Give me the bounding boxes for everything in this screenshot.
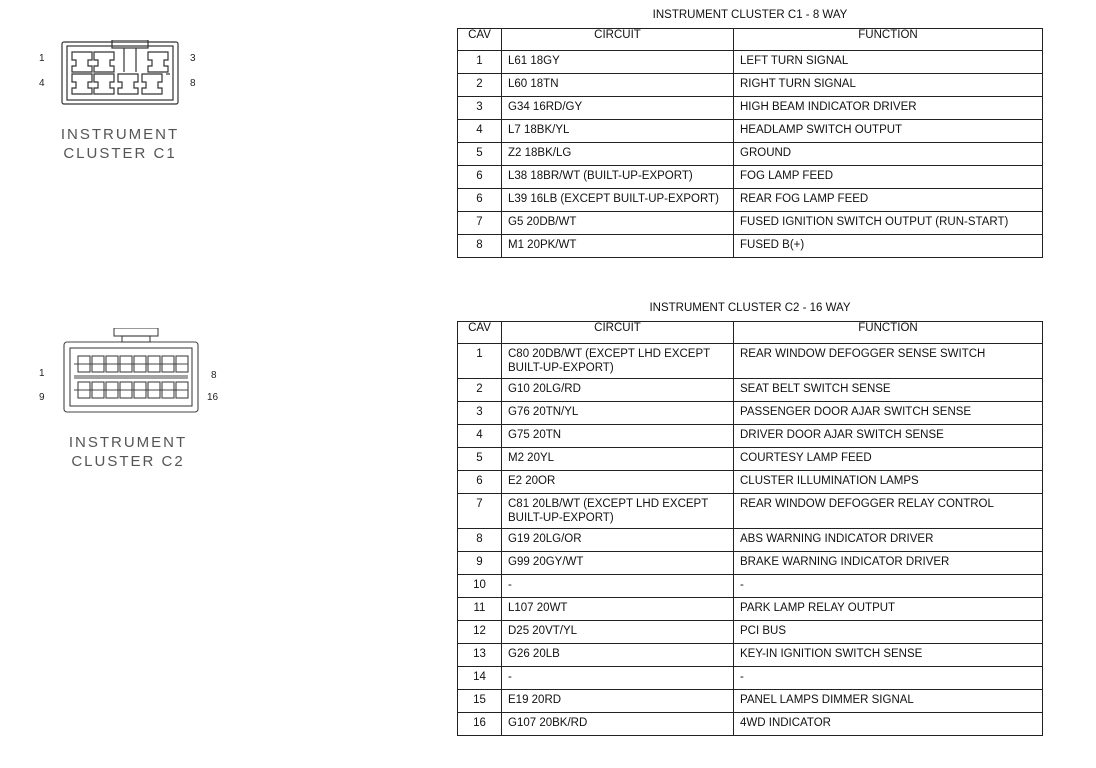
c2-cell-circuit: - [502,667,734,690]
c2-table-row [458,667,1043,690]
c2-table-row [458,690,1043,713]
c1-cell-cav: 2 [458,74,502,97]
c2-cell-circuit: G26 20LB [502,644,734,667]
c2-cell-cav: 1 [458,344,502,379]
c1-pin-label-8: 8 [190,78,196,89]
c1-table-row [458,120,1043,143]
c1-cell-function: HIGH BEAM INDICATOR DRIVER [734,97,1043,120]
c2-cell-cav: 7 [458,494,502,529]
c1-table-row [458,235,1043,258]
c2-cell-cav: 3 [458,402,502,425]
c2-cell-function: PASSENGER DOOR AJAR SWITCH SENSE [734,402,1043,425]
c2-pin-label-16: 16 [207,392,219,403]
connector-c2-drawing [60,328,202,416]
c1-table-title: INSTRUMENT CLUSTER C1 - 8 WAY [652,9,848,21]
c1-cell-cav: 8 [458,235,502,258]
connector-c2-diagram [60,328,202,416]
c1-cell-function: FUSED B(+) [734,235,1043,258]
c1-table-row [458,189,1043,212]
c1-cell-cav: 6 [458,166,502,189]
c2-cell-cav: 12 [458,621,502,644]
c1-header-cav: CAV [458,29,502,51]
c2-cell-circuit: - [502,575,734,598]
c2-cell-function: REAR WINDOW DEFOGGER RELAY CONTROL [734,494,1043,529]
c2-cell-circuit: G76 20TN/YL [502,402,734,425]
c2-cell-function: 4WD INDICATOR [734,713,1043,736]
c2-cell-function: PANEL LAMPS DIMMER SIGNAL [734,690,1043,713]
c1-cell-circuit: M1 20PK/WT [502,235,734,258]
c2-header-function: FUNCTION [734,322,1043,344]
c2-table-row [458,402,1043,425]
c2-cell-cav: 11 [458,598,502,621]
c2-cell-cav: 16 [458,713,502,736]
c1-cell-function: RIGHT TURN SIGNAL [734,74,1043,97]
c2-table-row [458,494,1043,529]
c1-pin-label-1: 1 [39,53,45,64]
c1-table-row [458,97,1043,120]
c2-table-row [458,344,1043,379]
c2-cell-function: ABS WARNING INDICATOR DRIVER [734,529,1043,552]
c2-table-row [458,379,1043,402]
connector-c2-caption-line1: INSTRUMENT [68,434,188,451]
c1-cell-function: GROUND [734,143,1043,166]
c1-cell-function: LEFT TURN SIGNAL [734,51,1043,74]
c1-cell-cav: 1 [458,51,502,74]
connector-c1-diagram [58,40,182,106]
c2-cell-function: PCI BUS [734,621,1043,644]
c2-cell-function: COURTESY LAMP FEED [734,448,1043,471]
c2-cell-cav: 10 [458,575,502,598]
c1-cell-cav: 3 [458,97,502,120]
c1-cell-circuit: L61 18GY [502,51,734,74]
c2-cell-circuit: C80 20DB/WT (EXCEPT LHD EXCEPT BUILT-UP-EXPORT) [502,344,734,379]
connector-c2-caption-line2: CLUSTER C2 [71,453,185,470]
c2-cell-function: PARK LAMP RELAY OUTPUT [734,598,1043,621]
c1-table-row [458,51,1043,74]
c2-table-row [458,598,1043,621]
c2-table-row [458,644,1043,667]
connector-c2-caption [48,433,208,471]
c2-table-row [458,448,1043,471]
c2-cell-circuit: G19 20LG/OR [502,529,734,552]
connector-c1-drawing [58,40,182,106]
c2-pin-label-9: 9 [39,392,45,403]
c2-cell-circuit: G75 20TN [502,425,734,448]
c1-header-function: FUNCTION [734,29,1043,51]
c2-cell-cav: 15 [458,690,502,713]
c1-pin-label-3: 3 [190,53,196,64]
c1-cell-circuit: G5 20DB/WT [502,212,734,235]
c1-pin-label-4: 4 [39,78,45,89]
c1-cell-circuit: Z2 18BK/LG [502,143,734,166]
c2-cell-cav: 13 [458,644,502,667]
c2-cell-circuit: L107 20WT [502,598,734,621]
c2-cell-cav: 4 [458,425,502,448]
c1-table-row [458,74,1043,97]
c2-table-row [458,425,1043,448]
c2-cell-function: - [734,575,1043,598]
c2-cell-circuit: C81 20LB/WT (EXCEPT LHD EXCEPT BUILT-UP-EXPORT) [502,494,734,529]
c2-pin-label-1: 1 [39,368,45,379]
c2-cell-function: - [734,667,1043,690]
c1-cell-cav: 5 [458,143,502,166]
c2-cell-cav: 5 [458,448,502,471]
c2-cell-circuit: G99 20GY/WT [502,552,734,575]
c1-pinout-table [457,28,1043,258]
c2-cell-cav: 8 [458,529,502,552]
c2-header-circuit: CIRCUIT [502,322,734,344]
c2-cell-cav: 9 [458,552,502,575]
c2-table-row [458,552,1043,575]
c1-cell-cav: 4 [458,120,502,143]
c1-cell-circuit: L7 18BK/YL [502,120,734,143]
c1-cell-function: REAR FOG LAMP FEED [734,189,1043,212]
connector-c1-caption-line1: INSTRUMENT [60,126,180,143]
c2-cell-function: KEY-IN IGNITION SWITCH SENSE [734,644,1043,667]
c1-cell-circuit: L39 16LB (EXCEPT BUILT-UP-EXPORT) [502,189,734,212]
c1-header-row [458,29,1043,51]
c1-cell-function: HEADLAMP SWITCH OUTPUT [734,120,1043,143]
c2-cell-circuit: G10 20LG/RD [502,379,734,402]
c1-cell-cav: 6 [458,189,502,212]
c1-table-row [458,143,1043,166]
c2-cell-circuit: G107 20BK/RD [502,713,734,736]
c1-cell-function: FOG LAMP FEED [734,166,1043,189]
c2-table-row [458,471,1043,494]
c1-table-row [458,212,1043,235]
c1-header-circuit: CIRCUIT [502,29,734,51]
c1-cell-circuit: G34 16RD/GY [502,97,734,120]
c2-table-row [458,621,1043,644]
c2-cell-circuit: E19 20RD [502,690,734,713]
c2-pin-label-8: 8 [211,370,217,381]
c2-header-row [458,322,1043,344]
connector-c1-caption [40,125,200,163]
c2-cell-function: DRIVER DOOR AJAR SWITCH SENSE [734,425,1043,448]
c2-cell-cav: 2 [458,379,502,402]
c2-cell-function: SEAT BELT SWITCH SENSE [734,379,1043,402]
c2-cell-cav: 6 [458,471,502,494]
c1-cell-circuit: L60 18TN [502,74,734,97]
c2-table-row [458,713,1043,736]
c2-cell-circuit: M2 20YL [502,448,734,471]
c1-cell-function: FUSED IGNITION SWITCH OUTPUT (RUN-START) [734,212,1043,235]
c2-table-title: INSTRUMENT CLUSTER C2 - 16 WAY [649,302,851,314]
connector-c1-caption-line2: CLUSTER C1 [63,145,177,162]
c1-cell-cav: 7 [458,212,502,235]
c2-cell-function: REAR WINDOW DEFOGGER SENSE SWITCH [734,344,1043,379]
c1-cell-circuit: L38 18BR/WT (BUILT-UP-EXPORT) [502,166,734,189]
c2-cell-cav: 14 [458,667,502,690]
c2-header-cav: CAV [458,322,502,344]
c2-pinout-table [457,321,1043,736]
c2-table-row [458,575,1043,598]
c2-cell-function: BRAKE WARNING INDICATOR DRIVER [734,552,1043,575]
c2-cell-function: CLUSTER ILLUMINATION LAMPS [734,471,1043,494]
c2-cell-circuit: D25 20VT/YL [502,621,734,644]
c2-table-row [458,529,1043,552]
c1-table-row [458,166,1043,189]
c2-cell-circuit: E2 20OR [502,471,734,494]
